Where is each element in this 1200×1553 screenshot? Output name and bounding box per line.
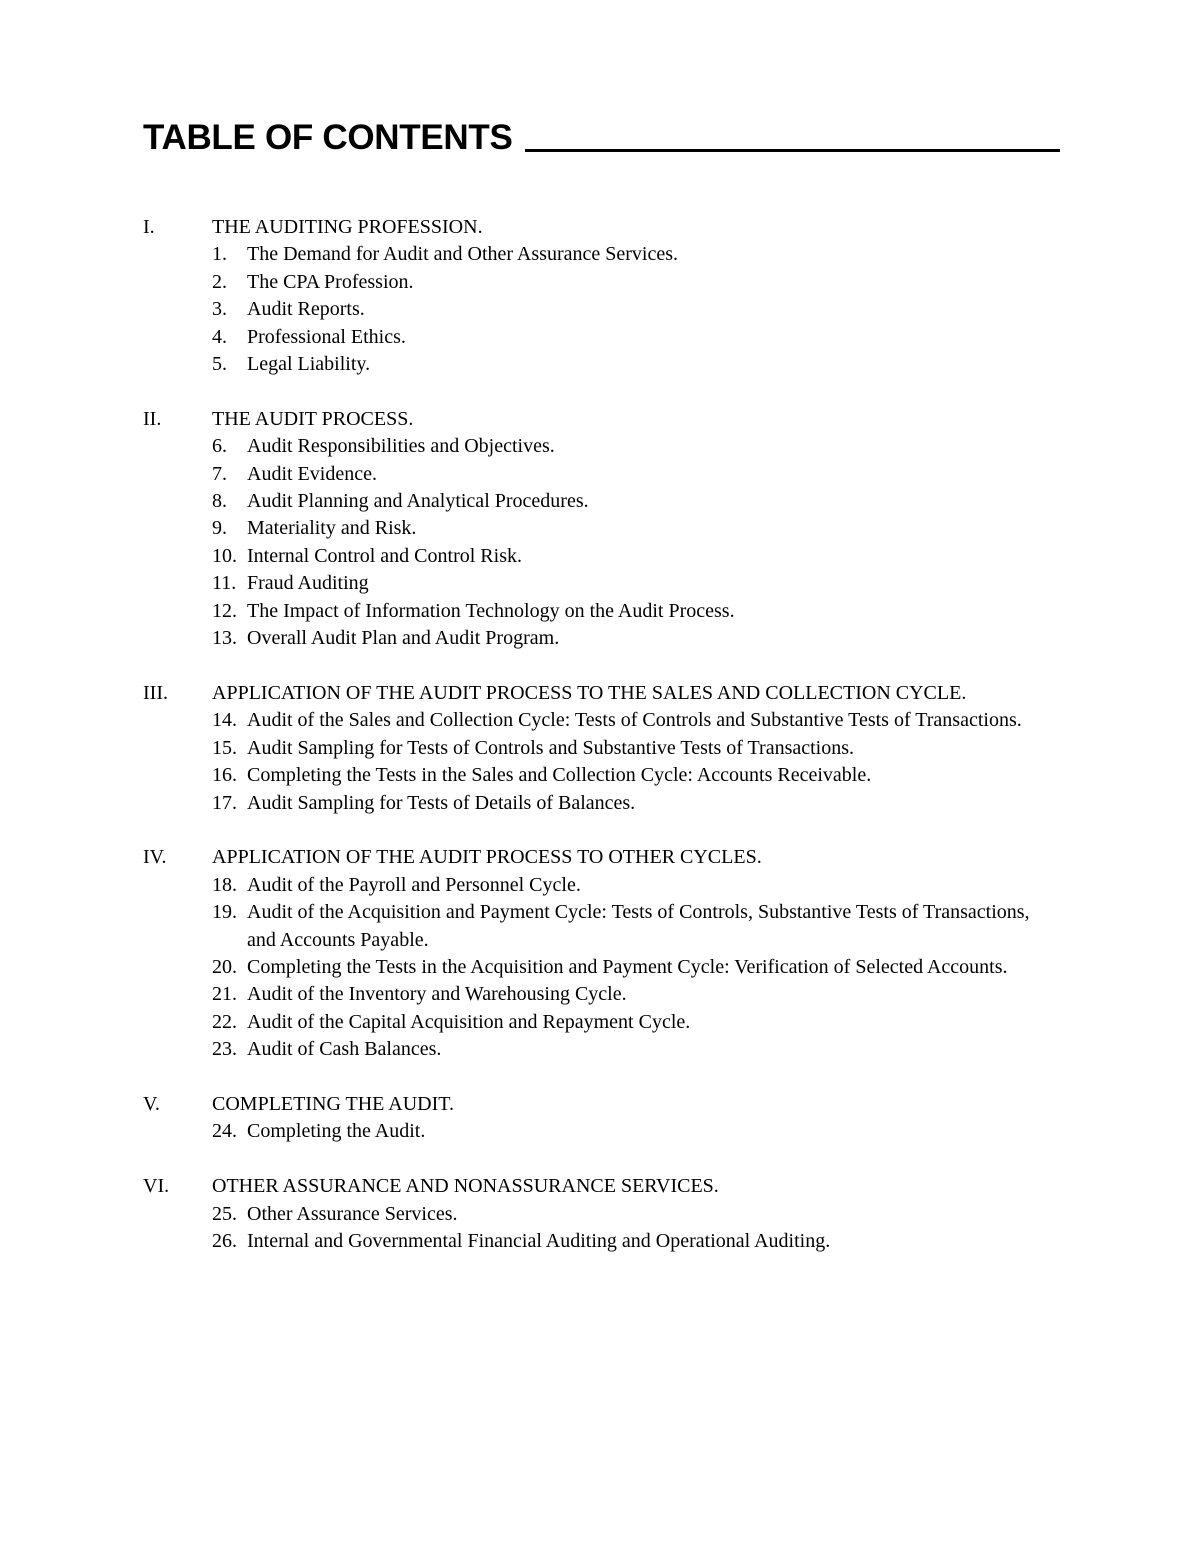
toc-part-heading xyxy=(143,844,1063,871)
chapter-number: 15. xyxy=(212,736,237,759)
toc-chapter-entry xyxy=(212,1009,1063,1036)
chapter-number: 12. xyxy=(212,599,237,622)
chapter-number: 5. xyxy=(212,353,227,376)
chapter-number: 21. xyxy=(212,983,237,1006)
chapter-title: Legal Liability. xyxy=(247,353,371,376)
chapter-title: The Demand for Audit and Other Assurance Services. xyxy=(247,243,678,266)
part-numeral: II. xyxy=(143,407,162,430)
toc-chapter-entry xyxy=(212,543,1063,570)
toc-chapter-entry xyxy=(212,433,1063,460)
toc-part xyxy=(143,406,1063,653)
toc-chapter-entry xyxy=(212,488,1063,515)
chapter-title: Audit Evidence. xyxy=(247,462,377,485)
toc-part xyxy=(143,844,1063,1063)
part-title: COMPLETING THE AUDIT. xyxy=(212,1092,455,1115)
chapter-number: 11. xyxy=(212,572,237,595)
part-numeral: IV. xyxy=(143,846,167,869)
chapter-title: Audit Sampling for Tests of Controls and Substantive Tests of Transactions. xyxy=(247,736,855,759)
chapter-title: Internal Control and Control Risk. xyxy=(247,544,522,567)
chapter-title: Other Assurance Services. xyxy=(247,1202,458,1225)
part-title: APPLICATION OF THE AUDIT PROCESS TO THE SALES AND COLLECTION CYCLE. xyxy=(212,681,967,704)
chapter-number: 26. xyxy=(212,1229,237,1252)
toc-part xyxy=(143,1173,1063,1255)
toc-part-heading xyxy=(143,1091,1063,1118)
chapter-number: 24. xyxy=(212,1120,237,1143)
toc-chapter-entry xyxy=(212,570,1063,597)
toc-chapter-entry xyxy=(212,762,1063,789)
chapter-number: 7. xyxy=(212,462,227,485)
chapter-title: The CPA Profession. xyxy=(247,270,414,293)
chapter-number: 10. xyxy=(212,544,237,567)
toc-chapter-entry xyxy=(212,790,1063,817)
toc-part-heading xyxy=(143,680,1063,707)
chapter-number: 16. xyxy=(212,764,237,787)
chapter-number: 17. xyxy=(212,791,237,814)
chapter-title: Completing the Tests in the Acquisition and Payment Cycle: Verification of Selected Accounts. xyxy=(247,955,1008,978)
chapter-number: 20. xyxy=(212,955,237,978)
title-row xyxy=(143,114,1060,158)
chapter-number: 13. xyxy=(212,627,237,650)
part-numeral: III. xyxy=(143,681,168,704)
toc-chapter-entry xyxy=(212,707,1063,734)
toc-chapter-entry xyxy=(212,598,1063,625)
chapter-number: 6. xyxy=(212,435,227,458)
chapter-number: 4. xyxy=(212,325,227,348)
chapter-number: 22. xyxy=(212,1010,237,1033)
chapter-title: Audit Planning and Analytical Procedures. xyxy=(247,490,589,513)
toc-chapter-entry xyxy=(212,872,1063,899)
toc-chapter-entry xyxy=(212,351,1063,378)
toc-part-heading xyxy=(143,214,1063,241)
toc-chapter-entry xyxy=(212,899,1063,954)
part-numeral: V. xyxy=(143,1092,160,1115)
chapter-number: 3. xyxy=(212,298,227,321)
toc-chapter-entry xyxy=(212,1036,1063,1063)
chapter-title: Audit of Cash Balances. xyxy=(247,1038,442,1061)
chapter-number: 14. xyxy=(212,709,237,732)
chapter-title: The Impact of Information Technology on the Audit Process. xyxy=(247,599,735,622)
toc-chapter-entry xyxy=(212,241,1063,268)
chapter-title: Completing the Tests in the Sales and Collection Cycle: Accounts Receivable. xyxy=(247,764,872,787)
chapter-title: Audit of the Inventory and Warehousing Cycle. xyxy=(247,983,627,1006)
chapter-number: 19. xyxy=(212,901,237,924)
toc-part xyxy=(143,680,1063,817)
chapter-title: Fraud Auditing xyxy=(247,572,369,595)
toc-chapter-entry xyxy=(212,296,1063,323)
chapter-title: Audit of the Payroll and Personnel Cycle. xyxy=(247,873,581,896)
part-numeral: I. xyxy=(143,216,155,238)
chapter-number: 23. xyxy=(212,1038,237,1061)
chapter-number: 25. xyxy=(212,1202,237,1225)
part-title: THE AUDITING PROFESSION. xyxy=(212,216,483,238)
toc-part-heading xyxy=(143,406,1063,433)
chapter-title: Completing the Audit. xyxy=(247,1120,426,1143)
toc-chapter-entry xyxy=(212,269,1063,296)
toc-part xyxy=(143,214,1063,378)
toc-chapter-entry xyxy=(212,1201,1063,1228)
chapter-title: Materiality and Risk. xyxy=(247,517,417,540)
chapter-title: Audit Sampling for Tests of Details of Balances. xyxy=(247,791,636,814)
chapter-title: Audit of the Acquisition and Payment Cycle: Tests of Controls, Substantive Tests of Transactions, and Accounts Payable. xyxy=(247,901,1030,951)
toc-chapter-entry xyxy=(212,515,1063,542)
chapter-title: Audit of the Capital Acquisition and Repayment Cycle. xyxy=(247,1010,691,1033)
page-title: TABLE OF CONTENTS xyxy=(143,118,513,157)
toc-chapter-entry xyxy=(212,625,1063,652)
chapter-number: 9. xyxy=(212,517,227,540)
chapter-number: 8. xyxy=(212,490,227,513)
chapter-title: Audit of the Sales and Collection Cycle: Tests of Controls and Substantive Tests of Transactions. xyxy=(247,709,1022,732)
chapter-title: Professional Ethics. xyxy=(247,325,406,348)
toc-chapter-entry xyxy=(212,735,1063,762)
title-underline-rule xyxy=(525,149,1060,152)
part-title: OTHER ASSURANCE AND NONASSURANCE SERVICES. xyxy=(212,1175,719,1198)
part-title: APPLICATION OF THE AUDIT PROCESS TO OTHER CYCLES. xyxy=(212,846,762,869)
toc-chapter-entry xyxy=(212,954,1063,981)
toc-chapter-entry xyxy=(212,461,1063,488)
chapter-number: 1. xyxy=(212,243,227,266)
toc-chapter-entry xyxy=(212,324,1063,351)
chapter-title: Audit Reports. xyxy=(247,298,365,321)
chapter-number: 2. xyxy=(212,270,227,293)
chapter-title: Overall Audit Plan and Audit Program. xyxy=(247,627,560,650)
toc-chapter-entry xyxy=(212,981,1063,1008)
chapter-title: Audit Responsibilities and Objectives. xyxy=(247,435,555,458)
part-numeral: VI. xyxy=(143,1175,170,1198)
toc-chapter-entry xyxy=(212,1118,1063,1145)
toc-part-heading xyxy=(143,1173,1063,1200)
chapter-number: 18. xyxy=(212,873,237,896)
chapter-title: Internal and Governmental Financial Auditing and Operational Auditing. xyxy=(247,1229,831,1252)
table-of-contents xyxy=(143,214,1063,1283)
part-title: THE AUDIT PROCESS. xyxy=(212,407,414,430)
toc-part xyxy=(143,1091,1063,1146)
toc-chapter-entry xyxy=(212,1228,1063,1255)
